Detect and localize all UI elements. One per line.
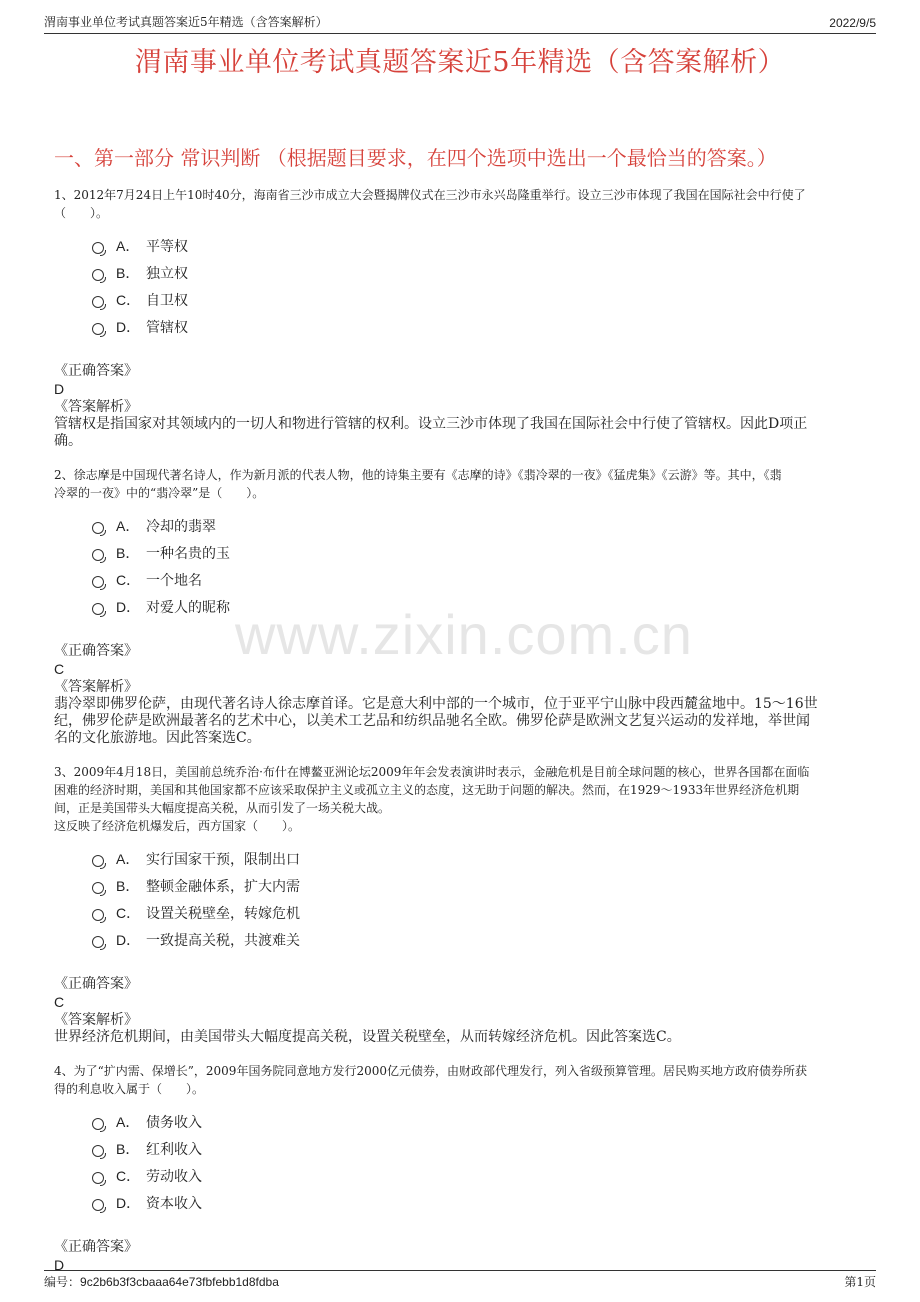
page-footer [44, 1270, 876, 1290]
footer-page-number: 第1页 [844, 1275, 876, 1289]
option-a[interactable] [92, 232, 880, 259]
option-letter: A． [116, 1113, 140, 1130]
stem-line: 1、2012年7月24日上午10时40分，海南省三沙市成立大会暨揭牌仪式在三沙市永兴岛隆重举行。设立三沙市体现了我国在国际社会中行使了 [54, 188, 806, 202]
stem-line: 得的利息收入属于（ ）。 [54, 1082, 205, 1096]
correct-answer-value: C [54, 994, 65, 1010]
question-1 [54, 186, 880, 450]
radio-icon[interactable] [92, 909, 104, 921]
question-2 [54, 466, 880, 747]
analysis-line: 世界经济危机期间，由美国带头大幅度提高关税，设置关税壁垒，从而转嫁经济危机。因此答案选C。 [54, 1029, 681, 1045]
radio-icon[interactable] [92, 936, 104, 948]
radio-icon[interactable] [92, 296, 104, 308]
answer-block [54, 642, 880, 747]
radio-icon[interactable] [92, 603, 104, 615]
analysis-line: 纪，佛罗伦萨是欧洲最著名的艺术中心，以美术工艺品和纺织品驰名全欧。佛罗伦萨是欧洲文艺复兴运动的发祥地，举世闻 [54, 713, 810, 729]
options-list [92, 232, 880, 340]
option-c[interactable] [92, 899, 880, 926]
radio-icon[interactable] [92, 1172, 104, 1184]
option-text: 对爱人的昵称 [146, 599, 230, 616]
option-d[interactable] [92, 926, 880, 953]
option-d[interactable] [92, 1189, 880, 1216]
option-letter: B． [116, 877, 140, 894]
option-b[interactable] [92, 259, 880, 286]
option-c[interactable] [92, 566, 880, 593]
option-b[interactable] [92, 872, 880, 899]
stem-line: 冷翠的一夜》中的“翡冷翠”是（ ）。 [54, 486, 265, 500]
correct-answer-value: C [54, 661, 65, 677]
question-4 [54, 1062, 880, 1274]
radio-icon[interactable] [92, 242, 104, 254]
option-letter: B． [116, 264, 140, 281]
document-title: 渭南事业单位考试真题答案近5年精选（含答案解析） [134, 47, 786, 78]
analysis-label: 《答案解析》 [54, 679, 138, 695]
option-text: 自卫权 [146, 292, 188, 309]
header-date: 2022/9/5 [829, 16, 876, 30]
option-text: 实行国家干预，限制出口 [146, 851, 300, 868]
analysis-line: 确。 [54, 433, 82, 449]
option-letter: B． [116, 544, 140, 561]
option-text: 冷却的翡翠 [146, 518, 216, 535]
option-text: 债务收入 [146, 1114, 202, 1131]
radio-icon[interactable] [92, 882, 104, 894]
option-letter: D． [116, 1194, 141, 1211]
correct-answer-label: 《正确答案》 [54, 643, 138, 659]
option-a[interactable] [92, 845, 880, 872]
option-c[interactable] [92, 1162, 880, 1189]
answer-block [54, 1238, 880, 1274]
page-header [44, 12, 876, 34]
option-letter: D． [116, 318, 141, 335]
radio-icon[interactable] [92, 576, 104, 588]
option-c[interactable] [92, 286, 880, 313]
question-list [54, 186, 880, 1274]
option-text: 独立权 [146, 265, 188, 282]
options-list [92, 845, 880, 953]
correct-answer-value: D [54, 381, 65, 397]
stem-line: （ ）。 [54, 206, 109, 220]
radio-icon[interactable] [92, 1145, 104, 1157]
option-text: 劳动收入 [146, 1168, 202, 1185]
option-text: 红利收入 [146, 1141, 202, 1158]
stem-line: 3、2009年4月18日，美国前总统乔治·布什在博鳌亚洲论坛2009年年会发表演讲时表示，金融危机是目前全球问题的核心，世界各国都在面临 [54, 765, 810, 779]
radio-icon[interactable] [92, 1199, 104, 1211]
option-letter: C． [116, 571, 141, 588]
question-stem [54, 1062, 880, 1098]
stem-line: 这反映了经济危机爆发后，西方国家（ ）。 [54, 819, 301, 833]
option-letter: A． [116, 517, 140, 534]
option-b[interactable] [92, 539, 880, 566]
footer-code-label: 编号： [44, 1275, 81, 1289]
stem-line: 间，正是美国带头大幅度提高关税，从而引发了一场关税大战。 [54, 801, 391, 815]
option-text: 整顿金融体系，扩大内需 [146, 878, 300, 895]
option-letter: C． [116, 1167, 141, 1184]
radio-icon[interactable] [92, 1118, 104, 1130]
correct-answer-label: 《正确答案》 [54, 363, 138, 379]
options-list [92, 512, 880, 620]
option-text: 一致提高关税，共渡难关 [146, 932, 300, 949]
analysis-label: 《答案解析》 [54, 399, 138, 415]
option-letter: C． [116, 291, 141, 308]
analysis-line: 管辖权是指国家对其领域内的一切人和物进行管辖的权利。设立三沙市体现了我国在国际社会中行使了管辖权。因此D项正 [54, 416, 808, 432]
answer-block [54, 975, 880, 1046]
radio-icon[interactable] [92, 269, 104, 281]
analysis-label: 《答案解析》 [54, 1012, 138, 1028]
options-list [92, 1108, 880, 1216]
option-d[interactable] [92, 313, 880, 340]
option-text: 管辖权 [146, 319, 188, 336]
answer-block [54, 362, 880, 450]
radio-icon[interactable] [92, 323, 104, 335]
option-letter: A． [116, 237, 140, 254]
correct-answer-label: 《正确答案》 [54, 976, 138, 992]
option-letter: A． [116, 850, 140, 867]
correct-answer-value: D [54, 1257, 65, 1273]
radio-icon[interactable] [92, 522, 104, 534]
option-letter: B． [116, 1140, 140, 1157]
footer-code-value: 9c2b6b3f3cbaaa64e73fbfebb1d8fdba [80, 1275, 279, 1289]
correct-answer-label: 《正确答案》 [54, 1239, 138, 1255]
section-title: 一、第一部分 常识判断 （根据题目要求，在四个选项中选出一个最恰当的答案。） [54, 146, 777, 170]
option-letter: D． [116, 931, 141, 948]
watermark: www.zixin.com.cn [235, 603, 693, 666]
question-stem [54, 466, 880, 502]
header-doc-name: 渭南事业单位考试真题答案近5年精选（含答案解析） [44, 15, 328, 29]
option-a[interactable] [92, 1108, 880, 1135]
question-3 [54, 763, 880, 1046]
stem-line: 2、徐志摩是中国现代著名诗人，作为新月派的代表人物，他的诗集主要有《志摩的诗》《翡冷翠的一夜》《猛虎集》《云游》等。其中，《翡 [54, 468, 782, 482]
option-text: 一种名贵的玉 [146, 545, 230, 562]
analysis-line: 名的文化旅游地。因此答案选C。 [54, 730, 261, 746]
option-text: 一个地名 [146, 572, 202, 589]
footer-code [44, 1273, 279, 1290]
option-d[interactable] [92, 593, 880, 620]
question-stem [54, 763, 880, 835]
analysis-line: 翡冷翠即佛罗伦萨，由现代著名诗人徐志摩首译。它是意大利中部的一个城市，位于亚平宁山脉中段西麓盆地中。15～16世 [54, 696, 818, 712]
option-text: 平等权 [146, 238, 188, 255]
option-b[interactable] [92, 1135, 880, 1162]
stem-line: 困难的经济时期，美国和其他国家都不应该采取保护主义或孤立主义的态度，这无助于问题的解决。然而，在1929～1933年世界经济危机期 [54, 783, 800, 797]
option-letter: D． [116, 598, 141, 615]
question-stem [54, 186, 880, 222]
option-text: 资本收入 [146, 1195, 202, 1212]
radio-icon[interactable] [92, 855, 104, 867]
option-text: 设置关税壁垒，转嫁危机 [146, 905, 300, 922]
option-letter: C． [116, 904, 141, 921]
option-a[interactable] [92, 512, 880, 539]
radio-icon[interactable] [92, 549, 104, 561]
stem-line: 4、为了“扩内需、保增长”，2009年国务院同意地方发行2000亿元债券，由财政部代理发行，列入省级预算管理。居民购买地方政府债券所获 [54, 1064, 807, 1078]
